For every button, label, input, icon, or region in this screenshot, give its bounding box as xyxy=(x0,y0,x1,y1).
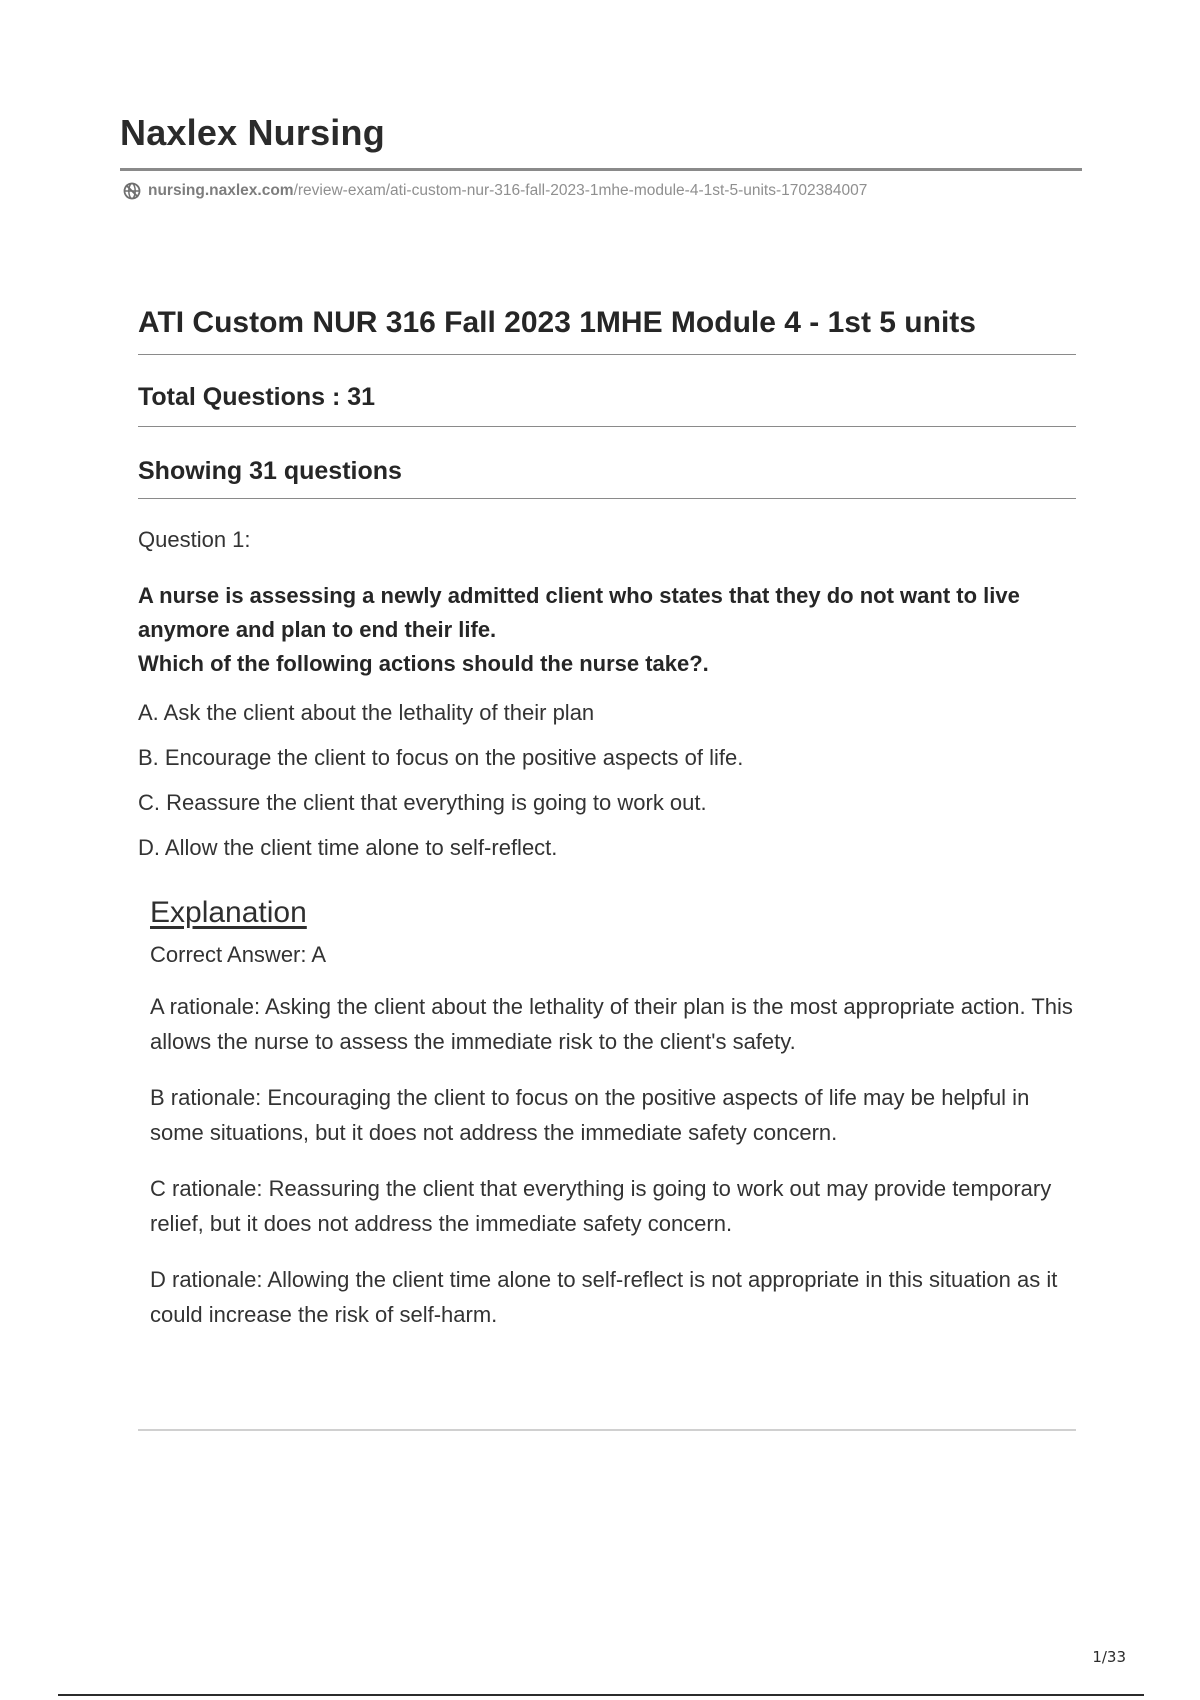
exam-content xyxy=(138,306,1076,1332)
rationale-a: A rationale: Asking the client about the lethality of their plan is the most appropriate action. This allows the nurse to assess the immediate risk to the client's safety. xyxy=(150,994,1073,1054)
rationale-b: B rationale: Encouraging the client to focus on the positive aspects of life may be helpful in some situations, but it does not address the immediate safety concern. xyxy=(150,1085,1030,1145)
correct-answer: Correct Answer: A xyxy=(150,942,327,967)
content-bottom-divider xyxy=(138,1429,1076,1431)
explanation-section xyxy=(150,896,1076,1332)
option-a: A. Ask the client about the lethality of their plan xyxy=(138,700,595,725)
url-domain: nursing.naxlex.com xyxy=(148,182,294,199)
exam-title: ATI Custom NUR 316 Fall 2023 1MHE Module 4 - 1st 5 units xyxy=(138,306,1076,355)
option-d: D. Allow the client time alone to self-reflect. xyxy=(138,835,558,860)
question-stem-line-2: Which of the following actions should the nurse take?. xyxy=(138,651,709,676)
explanation-heading: Explanation xyxy=(150,896,307,929)
url-path: /review-exam/ati-custom-nur-316-fall-2023-1mhe-module-4-1st-5-units-1702384007 xyxy=(293,182,868,199)
total-questions: Total Questions : 31 xyxy=(138,383,1076,427)
page-edge-divider xyxy=(58,1694,1144,1696)
question-stem xyxy=(138,579,1076,681)
question-label: Question 1: xyxy=(138,527,251,552)
option-c: C. Reassure the client that everything is going to work out. xyxy=(138,790,707,815)
rationale-d: D rationale: Allowing the client time alone to self-reflect is not appropriate in this situation as it could increase the risk of self-harm. xyxy=(150,1267,1058,1327)
site-title: Naxlex Nursing xyxy=(120,112,385,153)
question-stem-line-1: A nurse is assessing a newly admitted client who states that they do not want to live anymore and plan to end their life. xyxy=(138,583,1020,642)
showing-questions: Showing 31 questions xyxy=(138,457,1076,499)
link-globe-icon xyxy=(122,181,142,201)
header-divider xyxy=(120,168,1082,171)
option-b: B. Encourage the client to focus on the positive aspects of life. xyxy=(138,745,744,770)
rationale-c: C rationale: Reassuring the client that everything is going to work out may provide temporary relief, but it does not address the immediate safety concern. xyxy=(150,1176,1052,1236)
page-number: 1/33 xyxy=(1092,1648,1126,1666)
answer-options xyxy=(138,699,1076,862)
source-url[interactable] xyxy=(122,181,867,201)
